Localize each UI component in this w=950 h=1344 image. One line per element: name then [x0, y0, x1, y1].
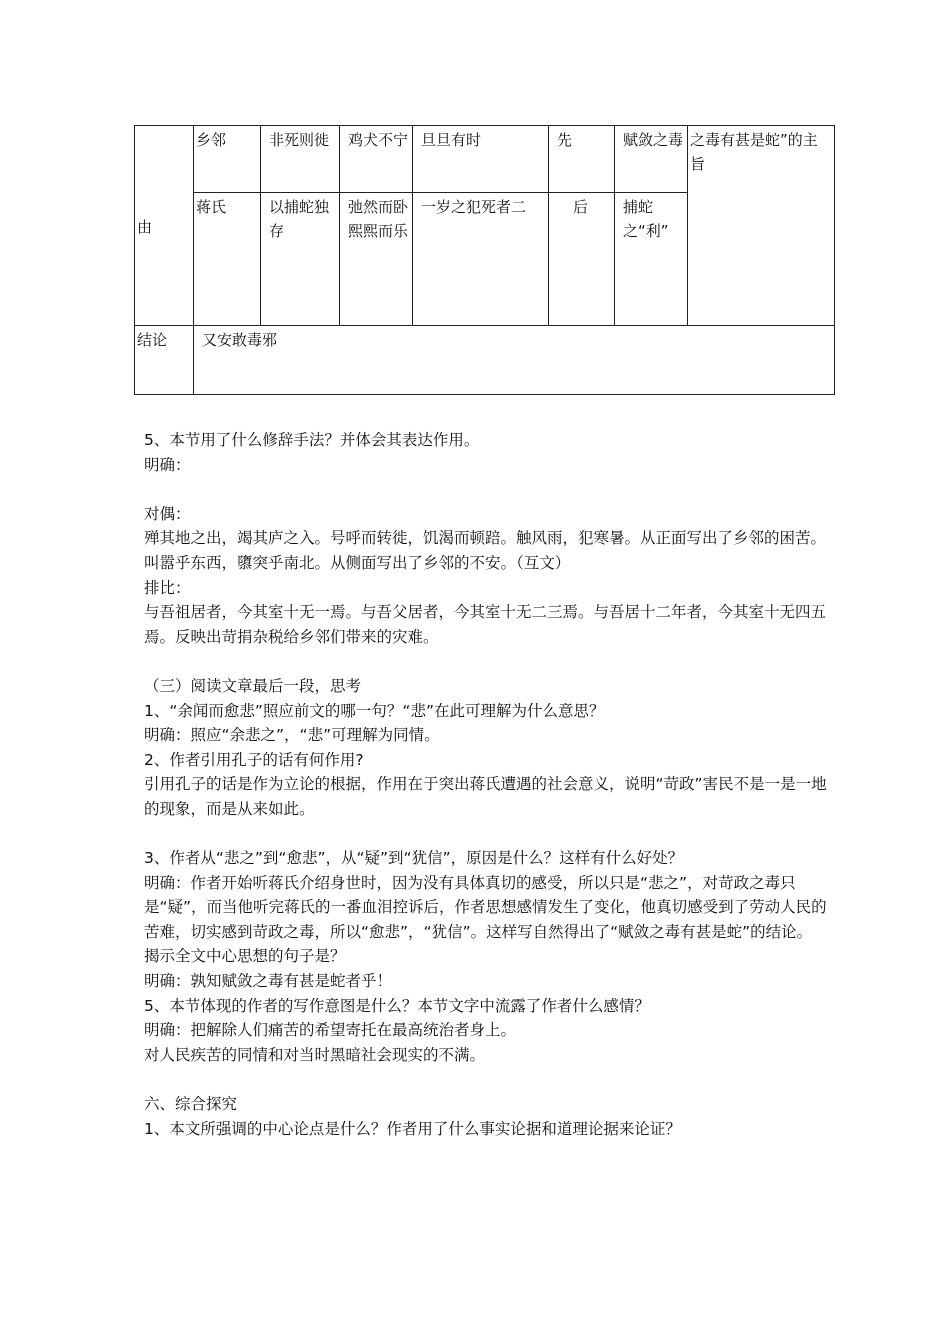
paragraph: 5、本节体现的作者的写作意图是什么？本节文字中流露了作者什么感情？ [144, 996, 650, 1015]
table-cell: 非死则徙 [261, 126, 340, 193]
paragraph [144, 1067, 834, 1092]
paragraph: 与吾祖居者，今其室十无一焉。与吾父居者，今其室十无二三焉。与吾居十二年者，今其室十无四五焉。反映出苛捐杂税给乡邻们带来的灾难。 [144, 603, 827, 646]
table-cell: 以捕蛇独存 [261, 193, 340, 326]
table-cell: 乡邻 [194, 126, 261, 193]
paragraph [144, 477, 834, 502]
table-cell: 一岁之犯死者二 [413, 193, 549, 326]
table-cell: 旦旦有时 [413, 126, 549, 193]
row-label-cell: 由 [135, 126, 194, 326]
paragraph: 叫嚣乎东西，隳突乎南北。从侧面写出了乡邻的不安。（互文） [144, 553, 571, 572]
paragraph: 明确： [144, 455, 191, 474]
body-text [144, 428, 834, 1141]
paragraph: 引用孔子的话是作为立论的根据，作用在于突出蒋氏遭遇的社会意义，说明“苛政”害民不是一是一地的现象，而是从来如此。 [144, 775, 827, 818]
paragraph: 2、作者引用孔子的话有何作用? [144, 750, 364, 769]
paragraph: （三）阅读文章最后一段，思考 [144, 676, 362, 695]
paragraph: 殚其地之出，竭其庐之入。号呼而转徙，饥渴而顿踣。触风雨，犯寒暑。从正面写出了乡邻的困苦。 [144, 529, 827, 548]
paragraph: 明确：把解除人们痛苦的希望寄托在最高统治者身上。 [144, 1021, 517, 1040]
table-cell: 之毒有甚是蛇”的主旨 [688, 126, 835, 326]
paragraph: 明确：孰知赋敛之毒有甚是蛇者乎！ [144, 972, 393, 991]
table-cell: 又安敢毒邪 [194, 326, 835, 395]
paragraph: 明确：作者开始听蒋氏介绍身世时，因为没有具体真切的感受，所以只是“悲之”，对苛政之毒只是“疑”，而当他听完蒋氏的一番血泪控诉后，作者思想感情发生了变化，他真切感受到了劳动人民的苦难，切实感到苛政之毒，所以“愈悲”，“犹信”。这样写自然得出了“赋敛之毒有甚是蛇”的结论。 [144, 873, 827, 941]
paragraph: 1、“余闻而愈悲”照应前文的哪一句？“悲”在此可理解为什么意思？ [144, 701, 605, 720]
table-cell: 弛然而卧熙熙而乐 [340, 193, 413, 326]
paragraph: 5、本节用了什么修辞手法？并体会其表达作用。 [144, 431, 480, 449]
paragraph [144, 822, 834, 847]
table-row [135, 326, 835, 395]
table-cell: 赋敛之毒 [615, 126, 688, 193]
paragraph: 3、作者从“悲之”到“愈悲”，从“疑”到“犹信”，原因是什么？这样有什么好处？ [144, 849, 684, 868]
paragraph [144, 649, 834, 674]
paragraph: 六、综合探究 [144, 1095, 238, 1114]
table-cell: 鸡犬不宁 [340, 126, 413, 193]
paragraph: 对人民疾苦的同情和对当时黑暗社会现实的不满。 [144, 1045, 486, 1064]
analysis-table [134, 125, 835, 395]
table-row [135, 126, 835, 193]
paragraph: 1、本文所强调的中心论点是什么？作者用了什么事实论据和道理论据来论证？ [144, 1119, 681, 1138]
table-cell: 后 [549, 193, 615, 326]
table-cell: 捕蛇之“利” [615, 193, 688, 326]
paragraph: 明确：照应“余悲之”，“悲”可理解为同情。 [144, 726, 440, 745]
row-label-cell: 结论 [135, 326, 194, 395]
table-cell: 蒋氏 [194, 193, 261, 326]
paragraph: 排比： [144, 578, 191, 597]
paragraph: 揭示全文中心思想的句子是？ [144, 947, 346, 966]
table-cell: 先 [549, 126, 615, 193]
paragraph: 对偶： [144, 504, 191, 523]
